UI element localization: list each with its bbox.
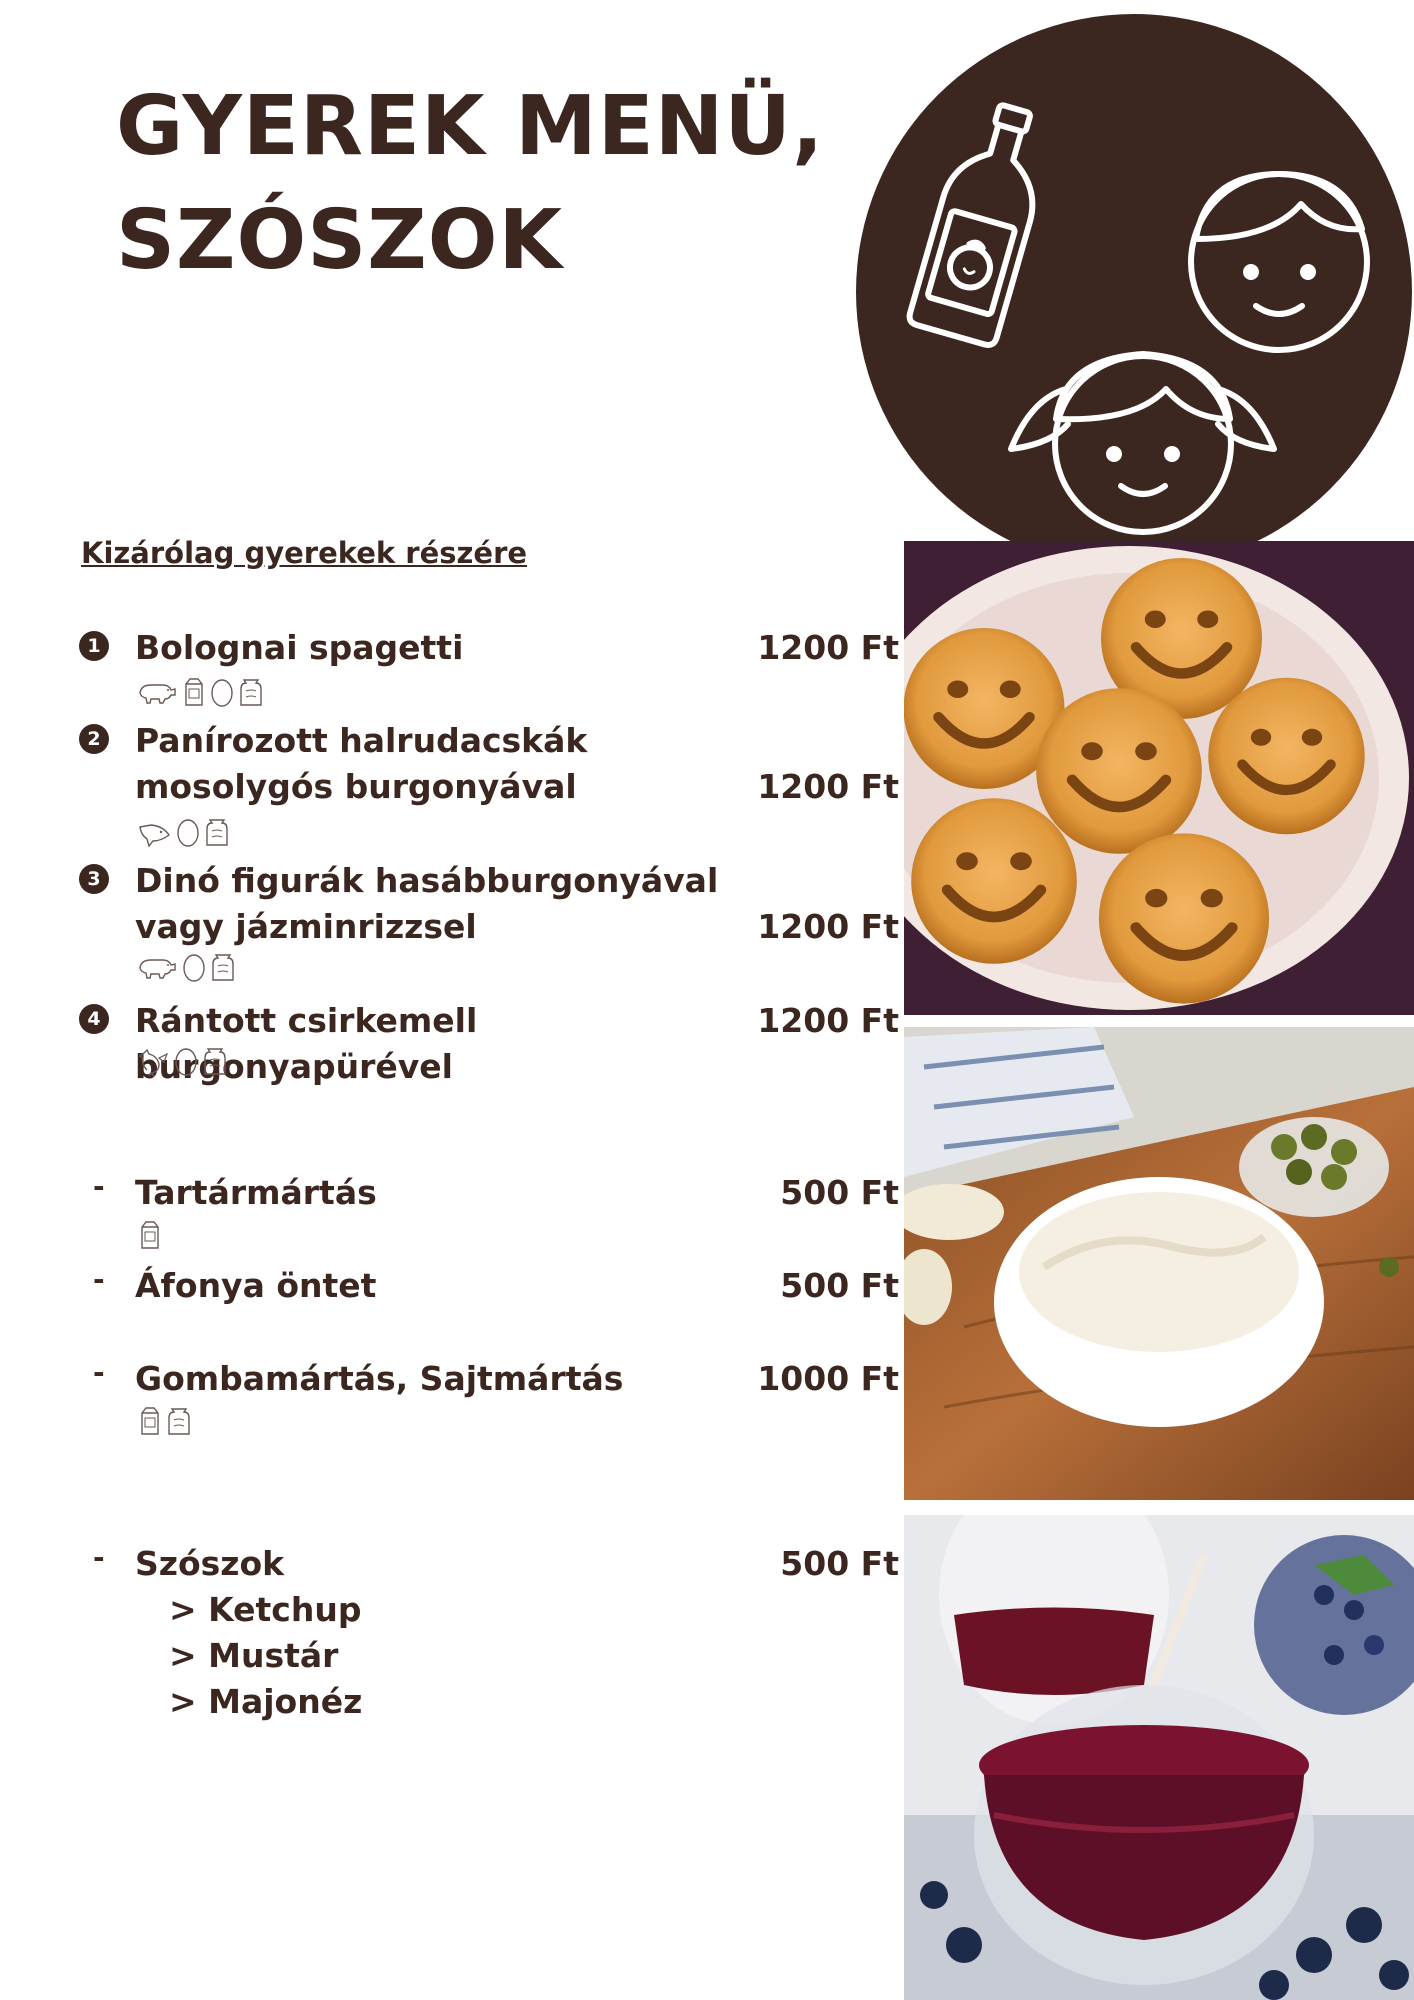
pig-icon: [137, 677, 179, 709]
flour-sack-icon: [201, 1046, 229, 1078]
flour-sack-icon: [209, 952, 237, 984]
allergen-icons: [137, 1046, 229, 1078]
item-price: 1200 Ft: [757, 907, 899, 946]
sauce-name: Áfonya öntet: [135, 1266, 377, 1305]
sauce-item: [79, 1263, 899, 1313]
pig-icon: [137, 952, 179, 984]
sauce-price: 500 Ft: [780, 1173, 899, 1212]
item-price: 1200 Ft: [757, 767, 899, 806]
sauce-option-mustard: > Mustár: [169, 1636, 339, 1675]
item-number-badge: 1: [79, 631, 109, 661]
sauce-item: [79, 1541, 899, 1731]
title-line-2: SZÓSZOK: [116, 193, 563, 288]
allergen-icons: [137, 677, 265, 709]
egg-icon: [181, 952, 207, 984]
sauce-item: [79, 1356, 899, 1451]
page-title: [116, 70, 824, 298]
subtitle: Kizárólag gyerekek részére: [81, 536, 528, 570]
sauce-price: 500 Ft: [780, 1544, 899, 1583]
sauce-name: Tartármártás: [135, 1173, 377, 1212]
sauce-option-mayo: > Majonéz: [169, 1682, 363, 1721]
sauce-price: 500 Ft: [780, 1266, 899, 1305]
sauce-price: 1000 Ft: [757, 1359, 899, 1398]
menu-item: [79, 998, 899, 1088]
sauce-name: Gombamártás, Sajtmártás: [135, 1359, 624, 1398]
item-name: Panírozott halrudacskák mosolygós burgonyával: [135, 721, 588, 806]
sauce-name: Szószok: [135, 1544, 285, 1583]
flour-sack-icon: [165, 1406, 193, 1438]
menu-item: [79, 858, 899, 988]
list-dash: -: [93, 1170, 105, 1203]
item-number-badge: 2: [79, 724, 109, 754]
egg-icon: [209, 677, 235, 709]
sauce-item: [79, 1170, 899, 1260]
chicken-icon: [137, 1046, 171, 1078]
allergen-icons: [137, 1406, 193, 1438]
ketchup-bottle-icon: [907, 96, 1058, 347]
tartar-sauce-photo: [904, 1027, 1414, 1500]
sauce-option-ketchup: > Ketchup: [169, 1590, 362, 1629]
egg-icon: [175, 817, 201, 849]
boy-face-icon: [1191, 174, 1367, 350]
allergen-icons: [137, 952, 237, 984]
item-name: Bolognai spagetti: [135, 628, 464, 667]
item-name: Rántott csirkemell burgonyapürével: [135, 1001, 478, 1086]
item-name: Dinó figurák hasábburgonyával vagy jázminrizzsel: [135, 861, 719, 946]
milk-carton-icon: [137, 1406, 163, 1438]
smiley-potatoes-photo: [904, 541, 1414, 1015]
kids-badge: [856, 14, 1412, 570]
item-number-badge: 4: [79, 1004, 109, 1034]
flour-sack-icon: [203, 817, 231, 849]
allergen-icons: [137, 1220, 163, 1252]
list-dash: -: [93, 1356, 105, 1389]
fish-icon: [137, 817, 173, 849]
milk-carton-icon: [181, 677, 207, 709]
girl-face-icon: [1011, 354, 1274, 532]
menu-item: [79, 718, 899, 853]
milk-carton-icon: [137, 1220, 163, 1252]
item-price: 1200 Ft: [757, 628, 899, 667]
item-price: 1200 Ft: [757, 1001, 899, 1040]
flour-sack-icon: [237, 677, 265, 709]
allergen-icons: [137, 817, 231, 849]
egg-icon: [173, 1046, 199, 1078]
list-dash: -: [93, 1263, 105, 1296]
list-dash: -: [93, 1541, 105, 1574]
blueberry-jam-photo: [904, 1515, 1414, 2000]
item-number-badge: 3: [79, 864, 109, 894]
title-line-1: GYEREK MENÜ,: [116, 79, 825, 174]
menu-item: [79, 625, 899, 715]
